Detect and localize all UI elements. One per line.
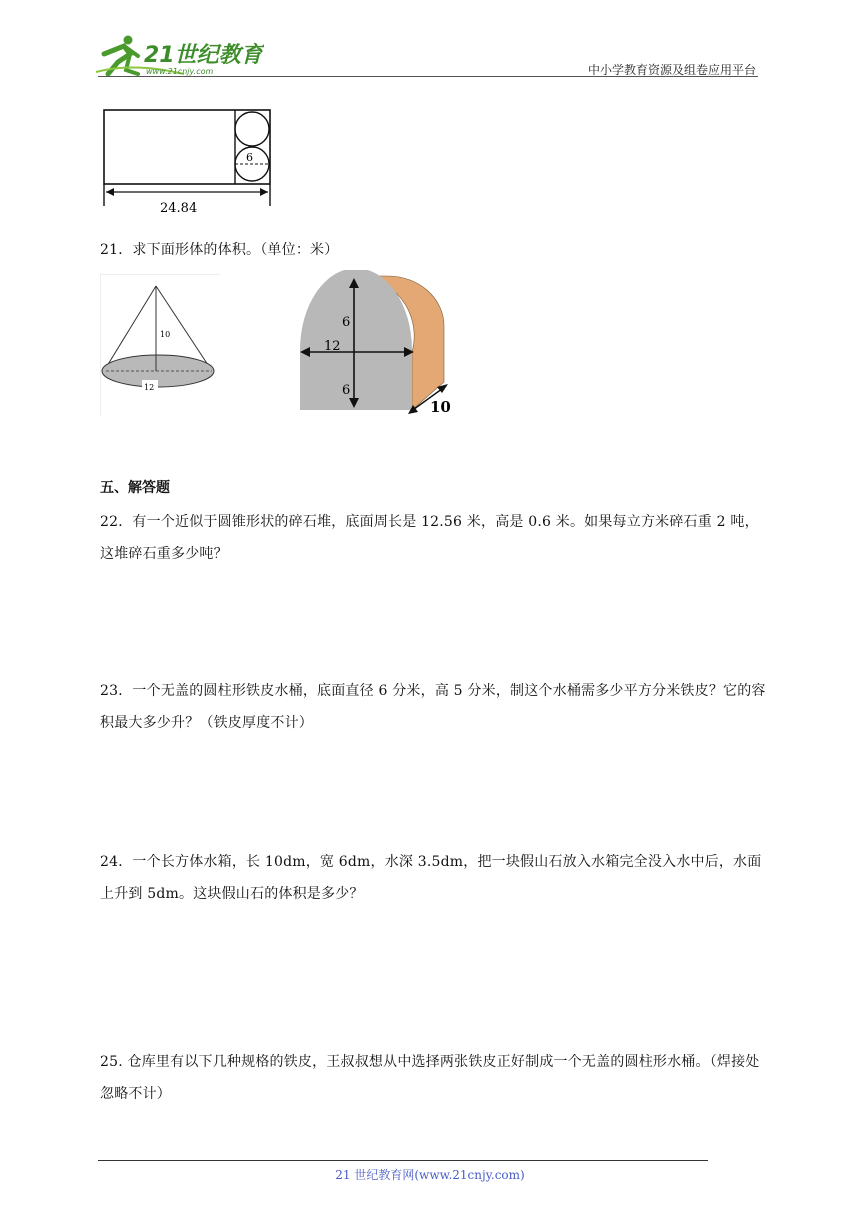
cone-figure [100, 274, 220, 416]
width-label: 24.84 [160, 201, 198, 216]
site-logo [94, 32, 264, 78]
circle-diameter-label: 6 [246, 151, 253, 164]
depth-label: 10 [430, 398, 451, 416]
logo-url: www.21cnjy.com [146, 67, 214, 76]
header-divider [98, 76, 758, 77]
cone-height-label: 10 [160, 330, 171, 339]
top-height-label: 6 [342, 315, 351, 330]
question-25: 25. 仓库里有以下几种规格的铁皮，王叔叔想从中选择两张铁皮正好制成一个无盖的圆柱形水桶。（焊接处忽略不计） [100, 1054, 760, 1102]
question-23: 23．一个无盖的圆柱形铁皮水桶，底面直径 6 分米，高 5 分米，制这个水桶需多少平方分米铁皮？它的容积最大多少升？（铁皮厚度不计） [100, 683, 766, 731]
question-24: 24．一个长方体水箱，长 10dm，宽 6dm，水深 3.5dm，把一块假山石放入水箱完全没入水中后，水面上升到 5dm。这块假山石的体积是多少？ [100, 854, 762, 902]
solid-width-label: 12 [324, 339, 341, 354]
question-21: 21．求下面形体的体积。（单位：米） [100, 242, 339, 258]
platform-name: 中小学教育资源及组卷应用平台 [587, 63, 756, 77]
bottom-height-label: 6 [342, 383, 351, 398]
footer-text[interactable]: 21 世纪教育网(www.21cnjy.com) [335, 1168, 525, 1182]
half-cylinder-solid-figure [292, 270, 452, 418]
cone-diameter-label: 12 [144, 383, 155, 392]
footer-divider [98, 1160, 708, 1161]
rectangle-circles-figure [98, 104, 278, 216]
logo-title: 21世纪教育 [144, 43, 263, 68]
section-title: 五、解答题 [100, 480, 170, 496]
question-22: 22．有一个近似于圆锥形状的碎石堆，底面周长是 12.56 米，高是 0.6 米。如果每立方米碎石重 2 吨，这堆碎石重多少吨？ [100, 514, 759, 562]
